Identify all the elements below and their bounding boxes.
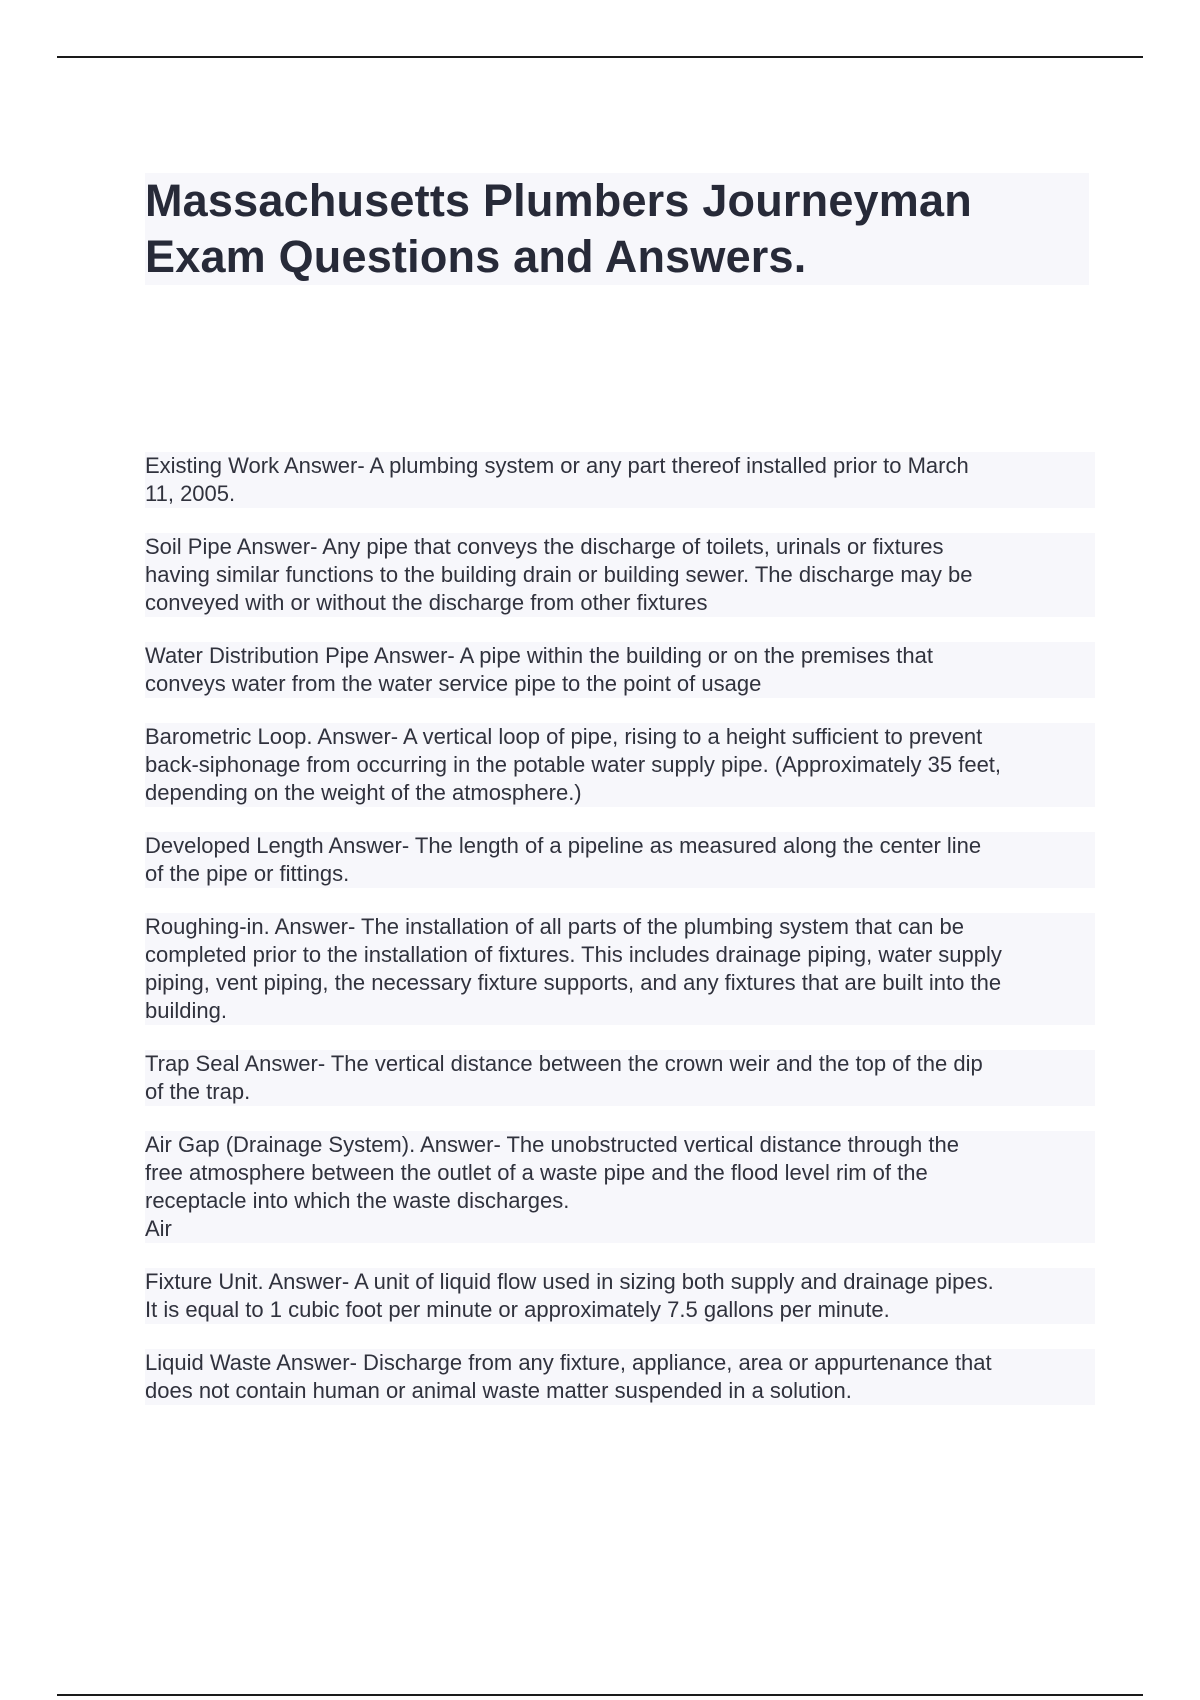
qa-entry-barometric-loop: Barometric Loop. Answer- A vertical loop of pipe, rising to a height sufficient to prevent back-siphonage from occurring in the potable water supply pipe. (Approximately 35 feet, depending on the weight of the atmosphere.) — [145, 723, 1095, 807]
title-line-1: Massachusetts Plumbers Journeyman — [145, 175, 972, 226]
qa-entry-fixture-unit: Fixture Unit. Answer- A unit of liquid flow used in sizing both supply and drainage pipes. It is equal to 1 cubic foot per minute or approximately 7.5 gallons per minute. — [145, 1268, 1095, 1324]
title-line-2: Exam Questions and Answers. — [145, 231, 807, 282]
title-block — [145, 173, 1089, 285]
qa-entry-roughing-in: Roughing-in. Answer- The installation of all parts of the plumbing system that can be completed prior to the installation of fixtures. This includes drainage piping, water supply piping, vent piping, the necessary fixture supports, and any fixtures that are built into the building. — [145, 913, 1095, 1025]
qa-entry-soil-pipe: Soil Pipe Answer- Any pipe that conveys the discharge of toilets, urinals or fixtures having similar functions to the building drain or building sewer. The discharge may be conveyed with or without the discharge from other fixtures — [145, 533, 1095, 617]
document-title — [145, 173, 1089, 285]
qa-entry-existing-work: Existing Work Answer- A plumbing system or any part thereof installed prior to March 11, 2005. — [145, 452, 1095, 508]
top-rule — [57, 56, 1143, 58]
qa-entry-water-distribution-pipe: Water Distribution Pipe Answer- A pipe within the building or on the premises that conveys water from the water service pipe to the point of usage — [145, 642, 1095, 698]
qa-entry-trap-seal: Trap Seal Answer- The vertical distance between the crown weir and the top of the dip of the trap. — [145, 1050, 1095, 1106]
qa-entry-air-gap: Air Gap (Drainage System). Answer- The unobstructed vertical distance through the free atmosphere between the outlet of a waste pipe and the flood level rim of the receptacle into which the waste discharges. Air — [145, 1131, 1095, 1243]
qa-list — [145, 452, 1095, 1430]
qa-entry-developed-length: Developed Length Answer- The length of a pipeline as measured along the center line of the pipe or fittings. — [145, 832, 1095, 888]
qa-entry-liquid-waste: Liquid Waste Answer- Discharge from any fixture, appliance, area or appurtenance that does not contain human or animal waste matter suspended in a solution. — [145, 1349, 1095, 1405]
bottom-rule — [57, 1694, 1143, 1696]
